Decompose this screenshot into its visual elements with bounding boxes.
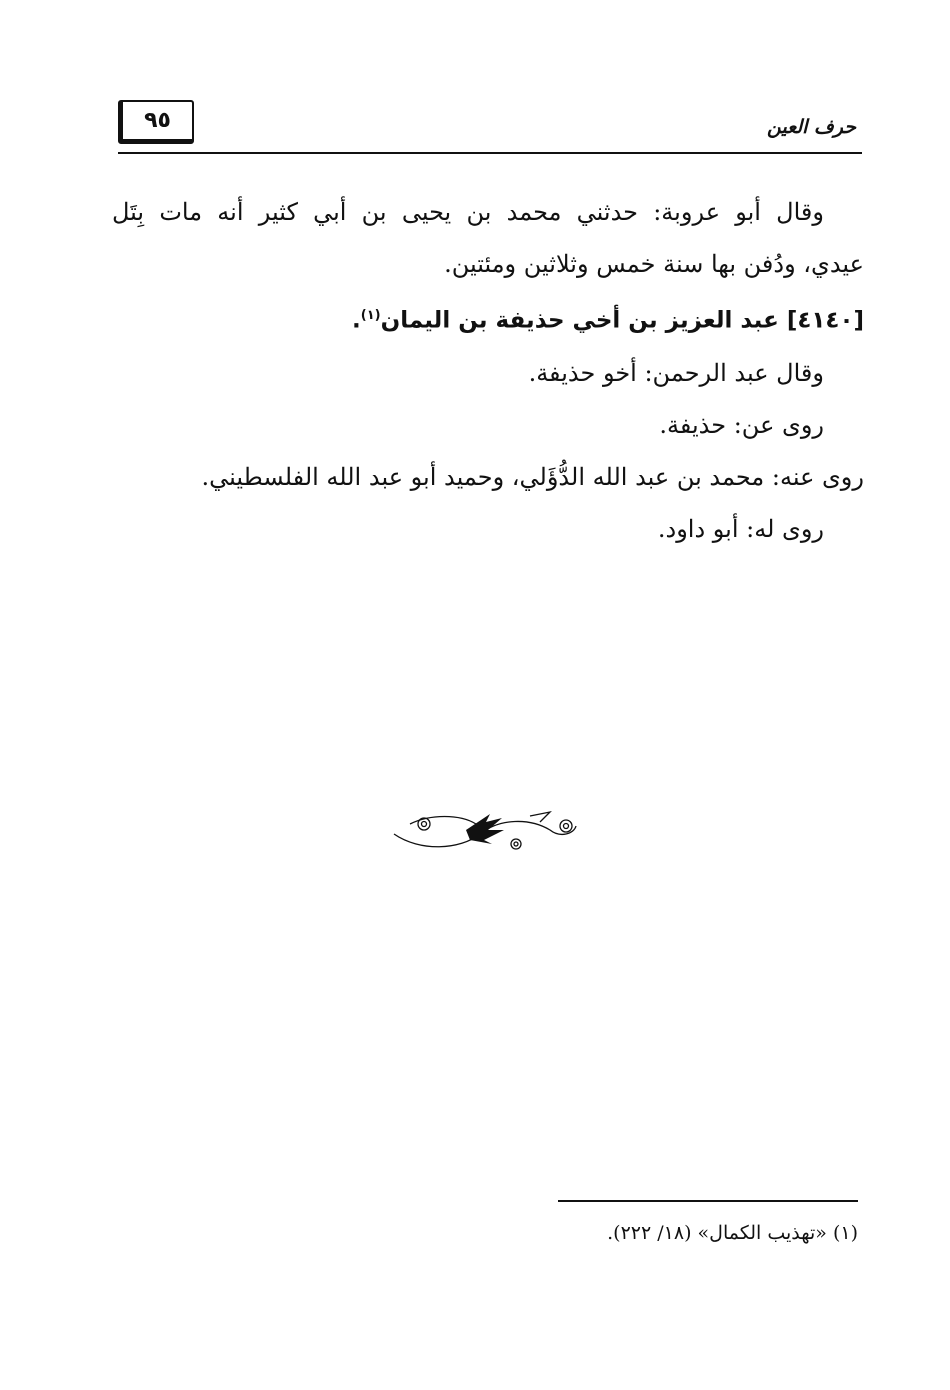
footnote-rule [558,1200,858,1202]
footnote: (١) «تهذيب الكمال» (١٨/ ٢٢٢). [607,1222,858,1244]
entry-heading [112,290,864,347]
page-number: ٩٥ [118,100,194,144]
ornament-divider-icon [390,800,580,860]
footnote-ref: (١) [360,308,381,323]
page-header [118,96,862,156]
main-text [112,186,864,555]
entry-number: [٤١٤٠] [786,307,864,334]
paragraph-line: روى له: أبو داود. [657,514,824,543]
running-title: حرف العين [767,116,856,138]
entry-end: . [352,307,361,334]
header-rule [118,152,862,154]
paragraph-line: روى عنه: محمد بن عبد الله الدُّؤَلي، وحميد أبو عبد الله الفلسطيني. [201,462,864,491]
paragraph-line: وقال أبو عروبة: حدثني محمد بن يحيى بن أبي كثير أنه مات بِتَل [112,198,824,226]
paragraph-line: وقال عبد الرحمن: أخو حذيفة. [528,358,824,387]
paragraph-line: روى عن: حذيفة. [659,410,824,439]
paragraph-line: عيدي، ودُفن بها سنة خمس وثلاثين ومئتين. [444,250,864,278]
entry-name: عبد العزيز بن أخي حذيفة بن اليمان [380,307,779,334]
